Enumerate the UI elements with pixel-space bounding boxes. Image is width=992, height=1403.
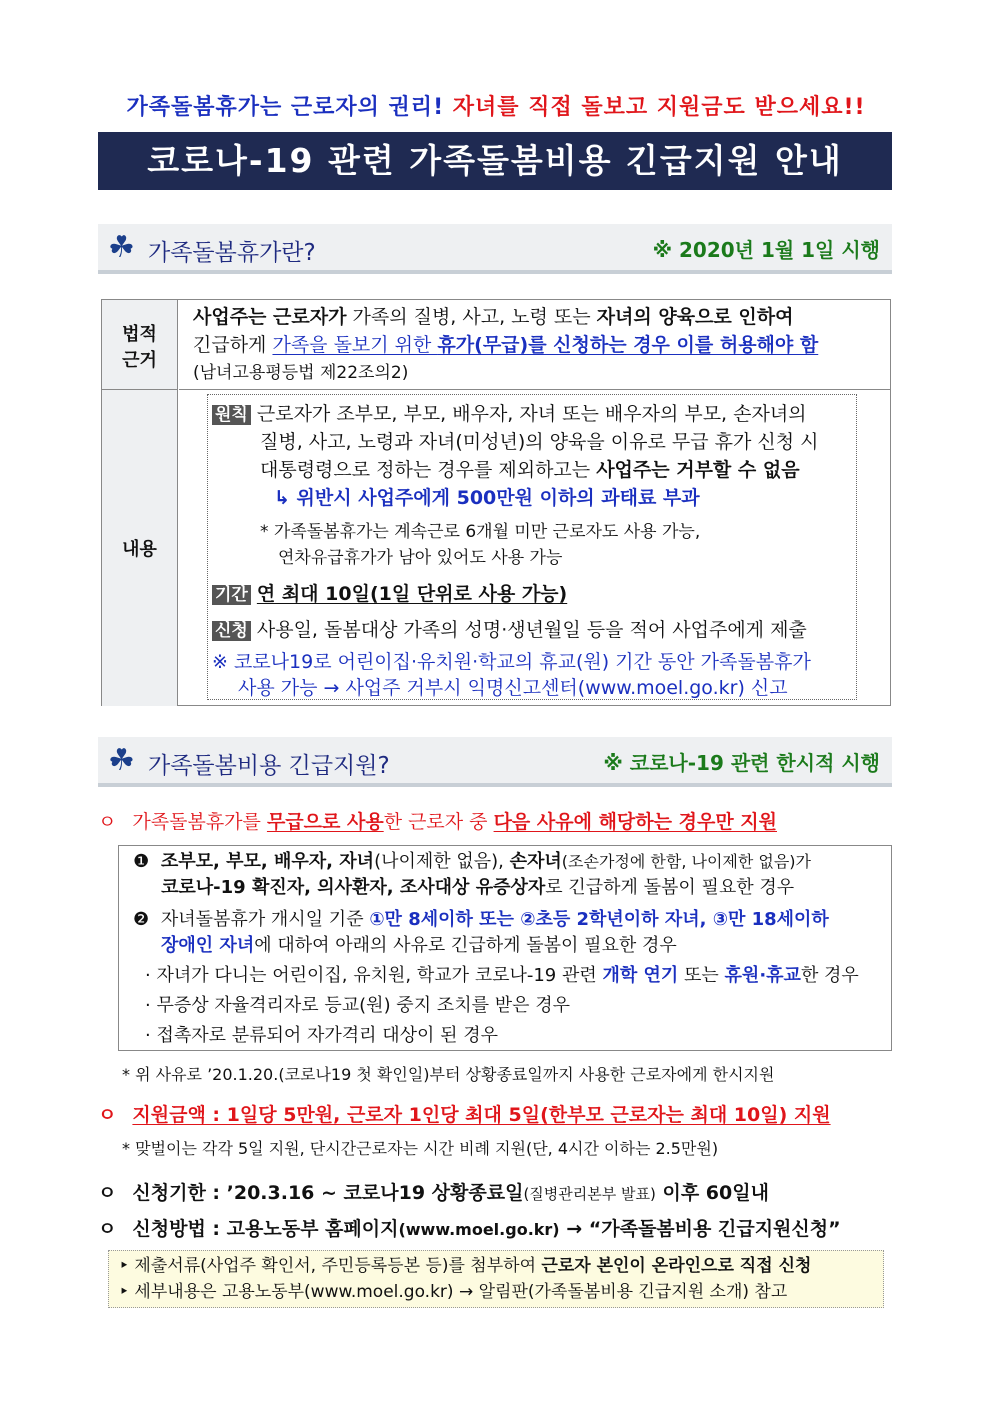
legal-basis-label: 법적 근거 [102, 300, 178, 390]
apply-tag: 신청 [212, 621, 251, 641]
apply-details-box: ‣ 제출서류(사업주 확인서, 주민등록등본 등)를 첨부하여 근로자 본인이 온라인으로 직접 신청 ‣ 세부내용은 고용노동부(www.moel.go.kr) → 알림판(가족돌봄비용 긴급지원 소개) 참고 [108, 1250, 884, 1308]
content-body [179, 390, 890, 706]
amount-note: * 맞벌이는 각각 5일 지원, 단시간근로자는 시간 비례 지원(단, 4시간 이하는 2.5만원) [122, 1139, 719, 1158]
section-title: 가족돌봄휴가란? [148, 240, 316, 266]
section-title: 가족돌봄비용 긴급지원? [148, 753, 390, 779]
section-note: ※ 2020년 1월 1일 시행 [652, 238, 880, 262]
clover-icon: ☘ [108, 230, 135, 265]
support-footnote: * 위 사유로 ’20.1.20.(코로나19 첫 확인일)부터 상황종료일까지 사용한 근로자에게 한시지원 [122, 1065, 775, 1084]
content-label: 내용 [102, 390, 178, 706]
apply-deadline: ㅇ 신청기한 : ’20.3.16 ~ 코로나19 상황종료일(질병관리본부 발표) 이후 60일내 [98, 1182, 769, 1204]
legal-basis-content: 사업주는 근로자가 가족의 질병, 사고, 노령 또는 자녀의 양육으로 인하여 긴급하게 가족을 돌보기 위한 휴가(무급)를 신청하는 경우 이를 허용해야 함 (남녀고용평등법 제22조의2) [179, 300, 890, 390]
support-intro: ㅇ 가족돌봄휴가를 무급으로 사용한 근로자 중 다음 사유에 해당하는 경우만 지원 [98, 811, 777, 833]
page-title: 코로나-19 관련 가족돌봄비용 긴급지원 안내 [98, 132, 892, 190]
legal-citation: (남녀고용평등법 제22조의2) [193, 363, 409, 383]
period-tag: 기간 [212, 585, 251, 605]
tagline-red: 자녀를 직접 돌보고 지원금도 받으세요!! [452, 95, 866, 120]
tagline-blue: 가족돌봄휴가는 근로자의 권리! [126, 95, 445, 120]
clover-icon: ☘ [108, 743, 135, 778]
tagline [0, 90, 992, 121]
support-cases-box: ❶ 조부모, 부모, 배우자, 자녀(나이제한 없음), 손자녀(조손가정에 한함, 나이제한 없음)가 코로나-19 확진자, 의사환자, 조사대상 유증상자로 긴급하게 돌봄이 필요한 경우 ❷ 자녀돌봄휴가 개시일 기준 ①만 8세이하 또는 ②초등 2학년이하 자녀, ③만 18세이하 장애인 자녀에 대하여 아래의 사유로 긴급하게 돌봄이 필요한 경우 · 자녀가 다니는 어린이집, 유치원, 학교가 코로나-19 관련 개학 연기 또는 휴원·휴교한 경우 · 무증상 자율격리자로 등교(원) 중지 조치를 받은 경우 · 접촉자로 분류되어 자가격리 대상이 된 경우 [118, 845, 892, 1051]
penalty-text: ↳ 위반시 사업주에게 500만원 이하의 과태료 부과 [274, 487, 700, 509]
leave-info-table [101, 299, 891, 706]
section-header-support [98, 737, 892, 787]
content-dotted-box: 원칙 근로자가 조부모, 부모, 배우자, 자녀 또는 배우자의 부모, 손자녀의 질병, 사고, 노령과 자녀(미성년)의 양육을 이유로 무급 휴가 신청 시 대통령령으로 정하는 경우를 제외하고는 사업주는 거부할 수 없음 ↳ 위반시 사업주에게 500만원 이하의 과태료 부과 * 가족돌봄휴가는 계속근로 6개월 미만 근로자도 사용 가능, 연차유급휴가가 남아 있어도 사용 가능 기간 연 최대 10일(1일 단위로 사용 가능) 신청 사용일, 돌봄대상 가족의 성명·생년월일 등을 적어 사업주에게 제출 ※ 코로나19로 어린이집·유치원·학교의 휴교(원) 기간 동안 가족돌봄휴가 사용 가능 → 사업주 거부시 익명신고센터(www.moel.go.kr) 신고 [207, 394, 857, 700]
apply-method: ㅇ 신청방법 : 고용노동부 홈페이지(www.moel.go.kr) → “가족돌봄비용 긴급지원신청” [98, 1218, 841, 1240]
support-amount: ㅇ 지원금액 : 1일당 5만원, 근로자 1인당 최대 5일(한부모 근로자는 최대 10일) 지원 [98, 1104, 831, 1126]
section-note: ※ 코로나-19 관련 한시적 시행 [603, 751, 880, 775]
section-header-leave [98, 224, 892, 274]
principle-tag: 원칙 [212, 405, 251, 425]
